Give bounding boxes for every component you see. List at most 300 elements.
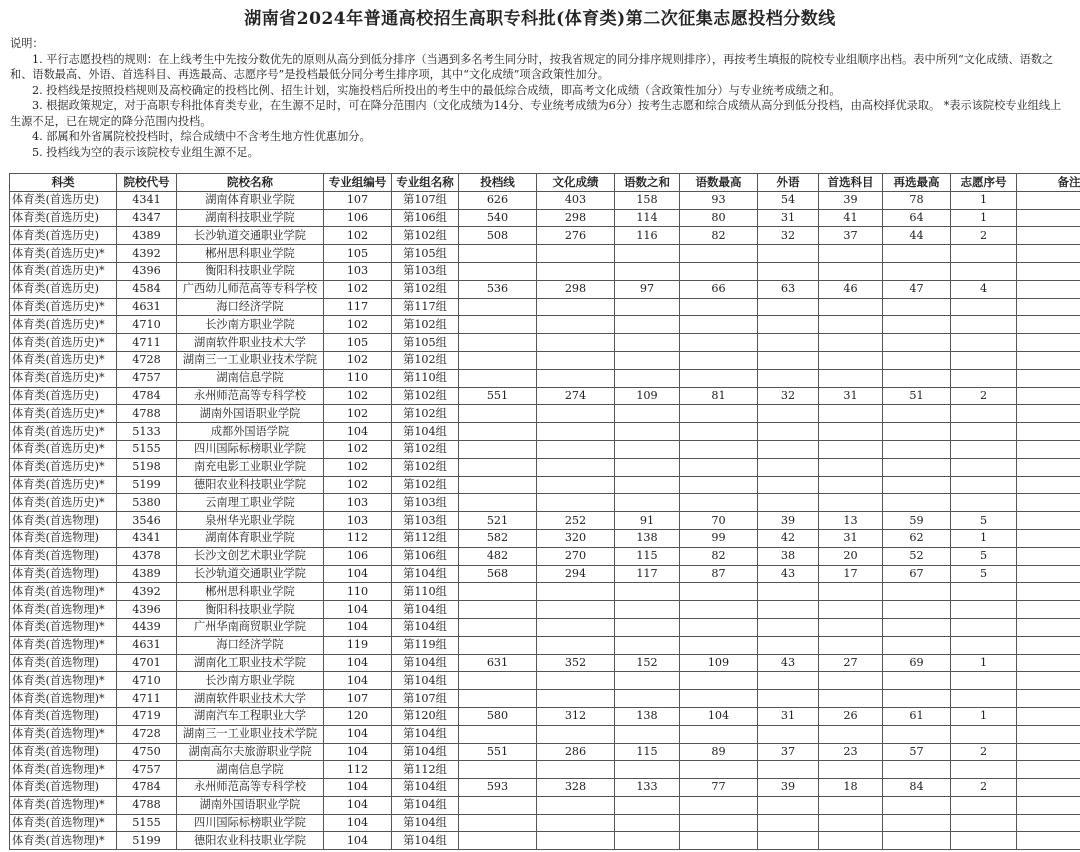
cell-preference-order [951, 262, 1017, 280]
cell-remarks [1017, 565, 1080, 583]
table-row [10, 458, 1080, 476]
table-row [10, 280, 1080, 298]
cell-first-subject [819, 298, 883, 316]
cell-reselect-max [883, 245, 951, 263]
cell-category: 体育类(首选历史)* [10, 494, 117, 512]
cell-first-subject [819, 832, 883, 850]
cell-school-name: 四川国际标榜职业学院 [177, 440, 324, 458]
cell-chinese-math-max: 77 [680, 779, 758, 797]
cell-culture-score [537, 601, 615, 619]
cell-culture-score: 320 [537, 529, 615, 547]
note-item: 5. 投档线为空的表示该院校专业组生源不足。 [32, 145, 259, 159]
cell-group-name: 第104组 [392, 672, 459, 690]
cell-school-code: 4347 [117, 209, 177, 227]
cell-foreign-language [758, 725, 819, 743]
cell-school-name: 长沙轨道交通职业学院 [177, 565, 324, 583]
cell-preference-order [951, 796, 1017, 814]
cell-culture-score: 403 [537, 191, 615, 209]
cell-reselect-max [883, 458, 951, 476]
table-row [10, 707, 1080, 725]
cell-culture-score [537, 369, 615, 387]
cell-foreign-language [758, 832, 819, 850]
cell-reselect-max [883, 405, 951, 423]
cell-foreign-language: 31 [758, 707, 819, 725]
cell-preference-order [951, 298, 1017, 316]
cell-group-name: 第107组 [392, 191, 459, 209]
cell-chinese-math-sum: 109 [615, 387, 680, 405]
cell-group-name: 第120组 [392, 707, 459, 725]
cell-school-name: 湖南信息学院 [177, 761, 324, 779]
cell-remarks [1017, 636, 1080, 654]
cell-remarks [1017, 814, 1080, 832]
cell-reselect-max [883, 725, 951, 743]
cell-remarks [1017, 512, 1080, 530]
cell-chinese-math-max: 104 [680, 707, 758, 725]
table-row [10, 227, 1080, 245]
cell-school-code: 4788 [117, 796, 177, 814]
table-row [10, 191, 1080, 209]
cell-category: 体育类(首选历史) [10, 191, 117, 209]
cell-cutoff [459, 761, 537, 779]
cell-school-name: 永州师范高等专科学校 [177, 779, 324, 797]
cell-chinese-math-sum [615, 814, 680, 832]
cell-school-name: 长沙南方职业学院 [177, 316, 324, 334]
cell-reselect-max [883, 618, 951, 636]
cell-first-subject [819, 316, 883, 334]
cell-category: 体育类(首选物理)* [10, 583, 117, 601]
cell-preference-order [951, 458, 1017, 476]
cell-remarks [1017, 458, 1080, 476]
header-first-subject: 首选科目 [819, 174, 883, 192]
cell-preference-order [951, 476, 1017, 494]
cell-chinese-math-sum: 97 [615, 280, 680, 298]
cell-chinese-math-sum: 115 [615, 743, 680, 761]
cell-reselect-max [883, 601, 951, 619]
cell-preference-order: 4 [951, 280, 1017, 298]
cell-chinese-math-sum [615, 245, 680, 263]
cell-foreign-language [758, 458, 819, 476]
cell-reselect-max: 78 [883, 191, 951, 209]
cell-reselect-max: 51 [883, 387, 951, 405]
cell-remarks [1017, 707, 1080, 725]
cell-group-name: 第104组 [392, 423, 459, 441]
cell-school-code: 4728 [117, 725, 177, 743]
cell-group-number: 110 [324, 583, 392, 601]
cell-category: 体育类(首选历史)* [10, 245, 117, 263]
table-row [10, 405, 1080, 423]
cell-school-code: 4719 [117, 707, 177, 725]
cell-culture-score: 270 [537, 547, 615, 565]
cell-foreign-language [758, 369, 819, 387]
cell-cutoff [459, 494, 537, 512]
cell-cutoff [459, 458, 537, 476]
cell-school-code: 4396 [117, 601, 177, 619]
cell-cutoff [459, 405, 537, 423]
cell-cutoff [459, 832, 537, 850]
cell-culture-score [537, 690, 615, 708]
cell-cutoff [459, 351, 537, 369]
cell-reselect-max: 64 [883, 209, 951, 227]
cell-first-subject: 17 [819, 565, 883, 583]
cell-foreign-language: 39 [758, 512, 819, 530]
header-culture-score: 文化成绩 [537, 174, 615, 192]
cell-school-code: 4757 [117, 761, 177, 779]
cell-cutoff [459, 690, 537, 708]
cell-chinese-math-max [680, 725, 758, 743]
table-row [10, 547, 1080, 565]
table-row [10, 565, 1080, 583]
cell-preference-order: 5 [951, 512, 1017, 530]
note-item: 4. 部属和外省属院校投档时，综合成绩中不含考生地方性优惠加分。 [32, 130, 371, 143]
cell-culture-score [537, 761, 615, 779]
cell-remarks [1017, 601, 1080, 619]
cell-school-code: 4378 [117, 547, 177, 565]
cell-chinese-math-sum [615, 351, 680, 369]
cell-reselect-max [883, 832, 951, 850]
cell-group-name: 第102组 [392, 280, 459, 298]
cell-reselect-max [883, 814, 951, 832]
cell-chinese-math-max [680, 761, 758, 779]
cell-chinese-math-max [680, 298, 758, 316]
cell-first-subject: 31 [819, 529, 883, 547]
cell-category: 体育类(首选历史)* [10, 298, 117, 316]
cell-chinese-math-sum [615, 636, 680, 654]
table-row [10, 601, 1080, 619]
cell-first-subject: 41 [819, 209, 883, 227]
cell-category: 体育类(首选历史) [10, 209, 117, 227]
cell-first-subject [819, 725, 883, 743]
cell-group-number: 104 [324, 423, 392, 441]
cell-reselect-max [883, 298, 951, 316]
cell-chinese-math-sum [615, 298, 680, 316]
cell-group-number: 104 [324, 743, 392, 761]
cell-culture-score [537, 245, 615, 263]
cell-first-subject: 26 [819, 707, 883, 725]
note-item: 2. 投档线是按照投档规则及高校确定的投档比例、招生计划，实施投档后所投出的考生中的最低综合成绩，即高考文化成绩（含政策性加分）与专业统考成绩之和。 [32, 83, 841, 97]
cell-remarks [1017, 796, 1080, 814]
cell-reselect-max: 84 [883, 779, 951, 797]
table-row [10, 529, 1080, 547]
cell-culture-score: 286 [537, 743, 615, 761]
cell-preference-order [951, 334, 1017, 352]
cell-chinese-math-sum [615, 405, 680, 423]
cell-chinese-math-max [680, 476, 758, 494]
cell-school-name: 广州华南商贸职业学院 [177, 618, 324, 636]
cell-reselect-max [883, 796, 951, 814]
cell-foreign-language [758, 636, 819, 654]
cell-category: 体育类(首选物理) [10, 565, 117, 583]
cell-school-name: 云南理工职业学院 [177, 494, 324, 512]
cell-remarks [1017, 725, 1080, 743]
cell-chinese-math-max [680, 814, 758, 832]
table-row [10, 743, 1080, 761]
score-table [9, 173, 1080, 850]
cell-chinese-math-sum [615, 316, 680, 334]
cell-chinese-math-sum [615, 583, 680, 601]
cell-remarks [1017, 387, 1080, 405]
cell-culture-score [537, 832, 615, 850]
cell-chinese-math-sum [615, 832, 680, 850]
cell-cutoff [459, 618, 537, 636]
cell-chinese-math-sum [615, 690, 680, 708]
cell-school-name: 湖南软件职业技术大学 [177, 334, 324, 352]
cell-first-subject [819, 636, 883, 654]
cell-preference-order [951, 351, 1017, 369]
cell-culture-score [537, 423, 615, 441]
cell-remarks [1017, 280, 1080, 298]
cell-preference-order: 1 [951, 707, 1017, 725]
cell-cutoff [459, 672, 537, 690]
cell-school-name: 湖南外国语职业学院 [177, 405, 324, 423]
table-row [10, 423, 1080, 441]
cell-group-name: 第104组 [392, 796, 459, 814]
cell-chinese-math-sum: 152 [615, 654, 680, 672]
cell-group-name: 第104组 [392, 743, 459, 761]
cell-chinese-math-sum [615, 476, 680, 494]
cell-group-number: 104 [324, 779, 392, 797]
page-title: 湖南省2024年普通高校招生高职专科批(体育类)第二次征集志愿投档分数线 [244, 9, 836, 29]
cell-reselect-max [883, 351, 951, 369]
cell-group-name: 第105组 [392, 334, 459, 352]
cell-group-name: 第104组 [392, 832, 459, 850]
table-row [10, 494, 1080, 512]
cell-first-subject [819, 690, 883, 708]
cell-school-code: 4392 [117, 245, 177, 263]
cell-first-subject: 13 [819, 512, 883, 530]
cell-reselect-max: 62 [883, 529, 951, 547]
cell-school-code: 4711 [117, 690, 177, 708]
cell-category: 体育类(首选历史)* [10, 351, 117, 369]
cell-group-name: 第106组 [392, 209, 459, 227]
cell-group-name: 第119组 [392, 636, 459, 654]
cell-foreign-language [758, 672, 819, 690]
cell-first-subject [819, 761, 883, 779]
cell-group-number: 104 [324, 796, 392, 814]
cell-group-number: 104 [324, 814, 392, 832]
cell-group-number: 104 [324, 654, 392, 672]
table-row [10, 618, 1080, 636]
table-row [10, 672, 1080, 690]
cell-group-number: 102 [324, 458, 392, 476]
table-header-row [10, 174, 1080, 192]
cell-group-number: 102 [324, 316, 392, 334]
cell-chinese-math-max [680, 405, 758, 423]
cell-group-number: 107 [324, 690, 392, 708]
cell-category: 体育类(首选历史)* [10, 476, 117, 494]
cell-remarks [1017, 191, 1080, 209]
table-row [10, 440, 1080, 458]
cell-preference-order: 5 [951, 547, 1017, 565]
cell-foreign-language [758, 494, 819, 512]
cell-preference-order [951, 761, 1017, 779]
cell-chinese-math-max: 81 [680, 387, 758, 405]
cell-chinese-math-sum [615, 618, 680, 636]
cell-preference-order [951, 814, 1017, 832]
cell-preference-order [951, 725, 1017, 743]
cell-remarks [1017, 618, 1080, 636]
table-row [10, 262, 1080, 280]
cell-cutoff [459, 440, 537, 458]
cell-cutoff [459, 583, 537, 601]
cell-reselect-max [883, 672, 951, 690]
cell-school-code: 4631 [117, 636, 177, 654]
cell-chinese-math-sum [615, 369, 680, 387]
cell-remarks [1017, 440, 1080, 458]
cell-group-number: 104 [324, 725, 392, 743]
table-row [10, 761, 1080, 779]
cell-group-name: 第104组 [392, 654, 459, 672]
note-item: 3. 根据政策规定，对于高职专科批体育类专业，在生源不足时，可在降分范围内（文化成绩为14分、专业统考成绩为6分）按考生志愿和综合成绩从高分到低分投档，由高校择优录取。 *表示该院校专业组线上生源不足，已在规定的降分范围内投档。 [10, 99, 1062, 128]
cell-school-name: 德阳农业科技职业学院 [177, 832, 324, 850]
cell-chinese-math-max [680, 262, 758, 280]
cell-chinese-math-max: 82 [680, 547, 758, 565]
cell-school-code: 5199 [117, 476, 177, 494]
cell-preference-order: 1 [951, 529, 1017, 547]
cell-group-number: 120 [324, 707, 392, 725]
cell-chinese-math-max [680, 351, 758, 369]
cell-chinese-math-sum [615, 440, 680, 458]
cell-category: 体育类(首选物理)* [10, 761, 117, 779]
cell-chinese-math-sum: 133 [615, 779, 680, 797]
cell-preference-order [951, 245, 1017, 263]
cell-school-name: 郴州思科职业学院 [177, 245, 324, 263]
cell-cutoff [459, 298, 537, 316]
cell-remarks [1017, 779, 1080, 797]
cell-school-code: 4701 [117, 654, 177, 672]
cell-preference-order [951, 601, 1017, 619]
cell-culture-score [537, 636, 615, 654]
cell-school-code: 5199 [117, 832, 177, 850]
cell-reselect-max [883, 334, 951, 352]
cell-culture-score: 312 [537, 707, 615, 725]
header-chinese-math-max: 语数最高 [680, 174, 758, 192]
cell-school-code: 4750 [117, 743, 177, 761]
cell-school-name: 成都外国语学院 [177, 423, 324, 441]
cell-culture-score [537, 440, 615, 458]
cell-category: 体育类(首选物理) [10, 707, 117, 725]
cell-school-name: 泉州华光职业学院 [177, 512, 324, 530]
cell-preference-order [951, 832, 1017, 850]
cell-preference-order [951, 423, 1017, 441]
cell-preference-order: 2 [951, 743, 1017, 761]
cell-remarks [1017, 529, 1080, 547]
cell-preference-order: 2 [951, 227, 1017, 245]
cell-school-name: 湖南化工职业技术学院 [177, 654, 324, 672]
cell-foreign-language [758, 262, 819, 280]
cell-chinese-math-max [680, 583, 758, 601]
cell-foreign-language: 37 [758, 743, 819, 761]
cell-chinese-math-max: 93 [680, 191, 758, 209]
cell-preference-order: 2 [951, 779, 1017, 797]
cell-foreign-language [758, 690, 819, 708]
cell-remarks [1017, 690, 1080, 708]
cell-school-name: 湖南外国语职业学院 [177, 796, 324, 814]
cell-cutoff: 551 [459, 743, 537, 761]
notes-heading: 说明： [10, 37, 44, 50]
cell-reselect-max [883, 316, 951, 334]
cell-category: 体育类(首选物理) [10, 654, 117, 672]
cell-chinese-math-sum: 117 [615, 565, 680, 583]
cell-category: 体育类(首选历史)* [10, 458, 117, 476]
table-row [10, 725, 1080, 743]
cell-foreign-language: 43 [758, 565, 819, 583]
cell-first-subject: 39 [819, 191, 883, 209]
cell-group-name: 第102组 [392, 405, 459, 423]
cell-culture-score: 328 [537, 779, 615, 797]
cell-first-subject [819, 458, 883, 476]
table-row [10, 796, 1080, 814]
cell-chinese-math-max [680, 618, 758, 636]
cell-school-code: 4757 [117, 369, 177, 387]
cell-school-name: 德阳农业科技职业学院 [177, 476, 324, 494]
cell-chinese-math-sum [615, 494, 680, 512]
cell-preference-order [951, 405, 1017, 423]
cell-chinese-math-max [680, 369, 758, 387]
cell-preference-order [951, 583, 1017, 601]
cell-cutoff [459, 316, 537, 334]
cell-culture-score [537, 458, 615, 476]
cell-school-code: 5133 [117, 423, 177, 441]
cell-preference-order [951, 690, 1017, 708]
cell-culture-score [537, 351, 615, 369]
cell-culture-score [537, 796, 615, 814]
cell-remarks [1017, 351, 1080, 369]
cell-preference-order: 2 [951, 387, 1017, 405]
cell-chinese-math-max [680, 796, 758, 814]
cell-preference-order [951, 369, 1017, 387]
cell-remarks [1017, 298, 1080, 316]
cell-culture-score [537, 262, 615, 280]
table-row [10, 779, 1080, 797]
cell-group-number: 103 [324, 262, 392, 280]
cell-chinese-math-sum: 158 [615, 191, 680, 209]
cell-school-code: 4631 [117, 298, 177, 316]
cell-chinese-math-max: 82 [680, 227, 758, 245]
cell-chinese-math-max [680, 440, 758, 458]
cell-group-number: 102 [324, 440, 392, 458]
cell-reselect-max: 44 [883, 227, 951, 245]
cell-reselect-max [883, 369, 951, 387]
cell-group-name: 第102组 [392, 227, 459, 245]
cell-school-name: 衡阳科技职业学院 [177, 601, 324, 619]
cell-chinese-math-max [680, 423, 758, 441]
cell-chinese-math-sum: 116 [615, 227, 680, 245]
cell-foreign-language [758, 814, 819, 832]
cell-school-name: 湖南信息学院 [177, 369, 324, 387]
cell-chinese-math-max: 87 [680, 565, 758, 583]
cell-foreign-language [758, 405, 819, 423]
cell-first-subject [819, 796, 883, 814]
cell-category: 体育类(首选物理)* [10, 814, 117, 832]
cell-first-subject [819, 423, 883, 441]
cell-preference-order [951, 672, 1017, 690]
cell-first-subject [819, 351, 883, 369]
cell-first-subject [819, 262, 883, 280]
cell-category: 体育类(首选历史)* [10, 334, 117, 352]
cell-first-subject [819, 814, 883, 832]
cell-chinese-math-sum [615, 601, 680, 619]
cell-reselect-max [883, 761, 951, 779]
table-row [10, 209, 1080, 227]
cell-chinese-math-max [680, 672, 758, 690]
cell-category: 体育类(首选历史)* [10, 440, 117, 458]
cell-remarks [1017, 494, 1080, 512]
header-school-code: 院校代号 [117, 174, 177, 192]
cell-group-name: 第106组 [392, 547, 459, 565]
cell-school-name: 长沙南方职业学院 [177, 672, 324, 690]
cell-foreign-language: 63 [758, 280, 819, 298]
table-row [10, 654, 1080, 672]
